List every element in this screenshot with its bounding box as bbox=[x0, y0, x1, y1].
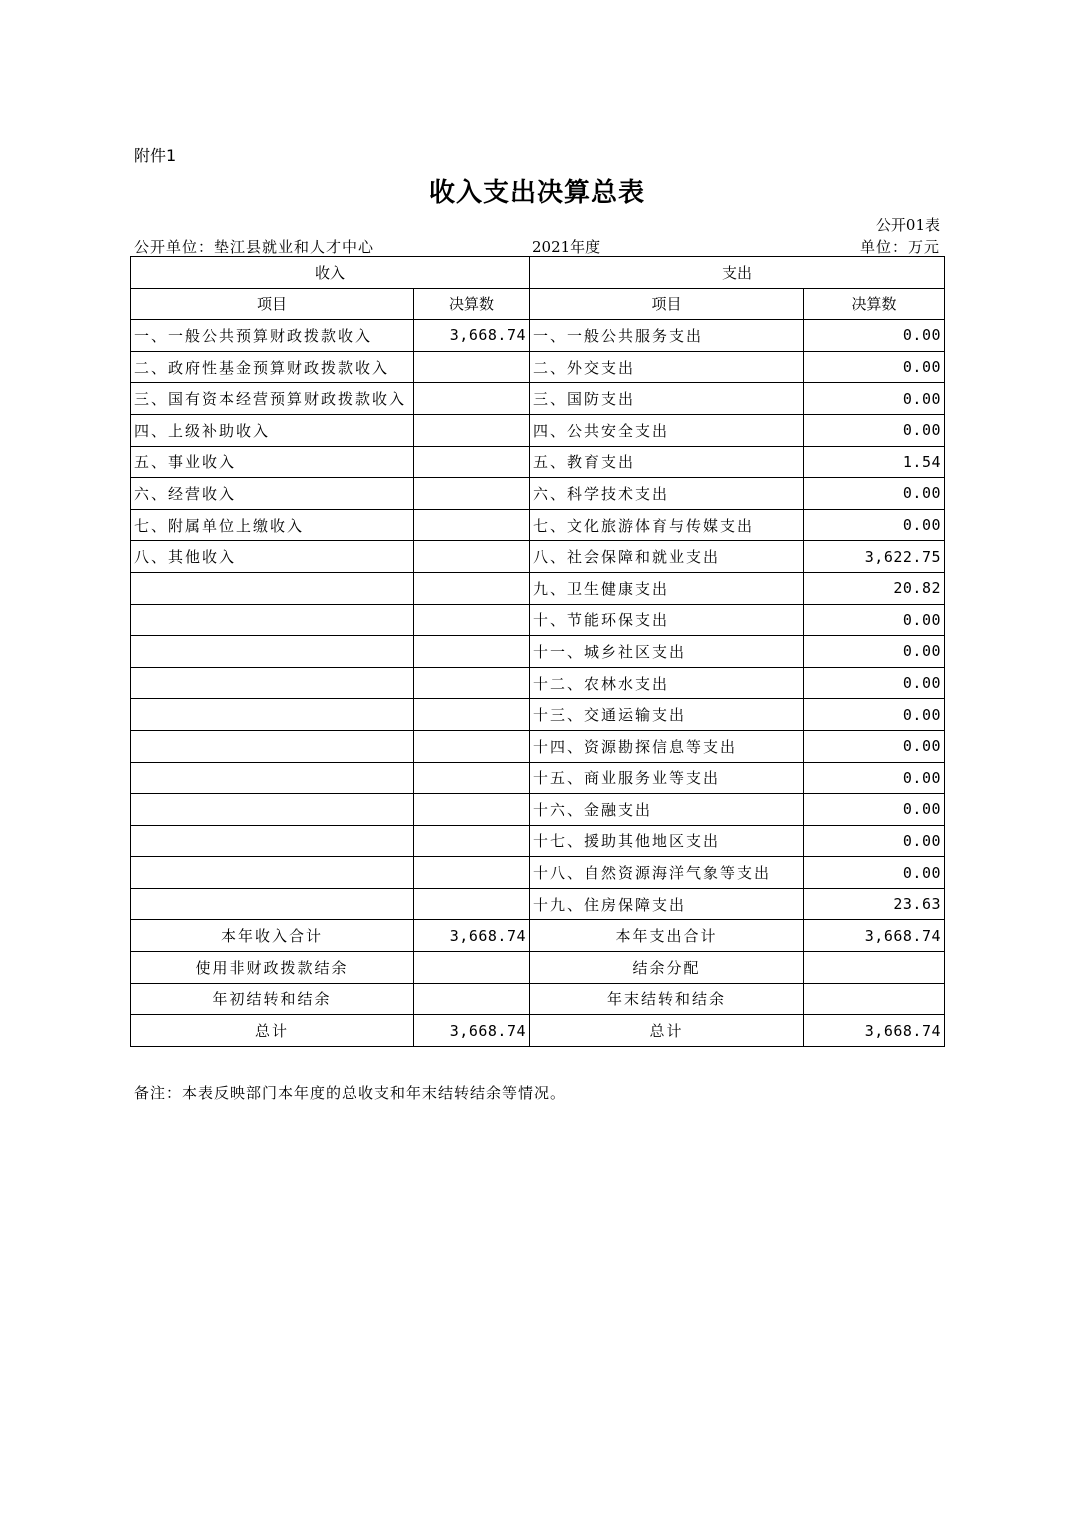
expense-item-cell: 十八、自然资源海洋气象等支出 bbox=[530, 857, 804, 889]
income-section-header: 收入 bbox=[131, 257, 530, 289]
table-row bbox=[131, 351, 945, 383]
expense-item-cell: 十九、住房保障支出 bbox=[530, 888, 804, 920]
income-value-cell bbox=[414, 825, 530, 857]
income-value-cell bbox=[414, 857, 530, 889]
income-item-cell: 本年收入合计 bbox=[131, 920, 414, 952]
expense-value-cell: 0.00 bbox=[804, 762, 945, 794]
expense-item-cell: 一、一般公共服务支出 bbox=[530, 320, 804, 352]
table-row bbox=[131, 478, 945, 510]
expense-value-cell: 0.00 bbox=[804, 636, 945, 668]
fiscal-year: 2021年度 bbox=[532, 238, 601, 256]
income-item-cell: 二、政府性基金预算财政拨款收入 bbox=[131, 351, 414, 383]
income-value-cell bbox=[414, 888, 530, 920]
income-item-cell: 六、经营收入 bbox=[131, 478, 414, 510]
income-item-cell bbox=[131, 825, 414, 857]
expense-value-cell bbox=[804, 952, 945, 984]
expense-value-cell: 23.63 bbox=[804, 888, 945, 920]
income-item-cell bbox=[131, 730, 414, 762]
expense-item-cell: 四、公共安全支出 bbox=[530, 414, 804, 446]
income-item-cell: 年初结转和结余 bbox=[131, 983, 414, 1015]
expense-item-cell: 十四、资源勘探信息等支出 bbox=[530, 730, 804, 762]
income-value-cell bbox=[414, 541, 530, 573]
expense-item-cell: 结余分配 bbox=[530, 952, 804, 984]
income-item-cell bbox=[131, 857, 414, 889]
expense-item-cell: 十一、城乡社区支出 bbox=[530, 636, 804, 668]
income-item-header: 项目 bbox=[131, 288, 414, 320]
form-code: 公开01表 bbox=[875, 216, 940, 234]
expense-value-cell: 0.00 bbox=[804, 730, 945, 762]
table-row bbox=[131, 636, 945, 668]
income-item-cell: 七、附属单位上缴收入 bbox=[131, 509, 414, 541]
table-row bbox=[131, 383, 945, 415]
expense-item-cell: 年末结转和结余 bbox=[530, 983, 804, 1015]
expense-value-cell: 0.00 bbox=[804, 509, 945, 541]
income-value-cell bbox=[414, 636, 530, 668]
income-amount-header: 决算数 bbox=[414, 288, 530, 320]
expense-value-cell: 0.00 bbox=[804, 825, 945, 857]
income-value-cell bbox=[414, 383, 530, 415]
table-row bbox=[131, 604, 945, 636]
expense-item-cell: 十五、商业服务业等支出 bbox=[530, 762, 804, 794]
table-row bbox=[131, 952, 945, 984]
income-value-cell: 3,668.74 bbox=[414, 1015, 530, 1047]
reporting-unit: 公开单位：垫江县就业和人才中心 bbox=[134, 238, 375, 256]
expense-item-cell: 十二、农林水支出 bbox=[530, 667, 804, 699]
income-item-cell bbox=[131, 636, 414, 668]
table-row bbox=[131, 446, 945, 478]
income-item-cell: 一、一般公共预算财政拨款收入 bbox=[131, 320, 414, 352]
income-item-cell bbox=[131, 667, 414, 699]
table-row bbox=[131, 983, 945, 1015]
table-row bbox=[131, 920, 945, 952]
income-value-cell bbox=[414, 730, 530, 762]
expense-item-cell: 二、外交支出 bbox=[530, 351, 804, 383]
table-row bbox=[131, 509, 945, 541]
income-item-cell bbox=[131, 604, 414, 636]
expense-item-cell: 十七、援助其他地区支出 bbox=[530, 825, 804, 857]
expense-value-cell bbox=[804, 983, 945, 1015]
expense-value-cell: 0.00 bbox=[804, 794, 945, 826]
income-item-cell bbox=[131, 762, 414, 794]
income-value-cell: 3,668.74 bbox=[414, 920, 530, 952]
expense-value-cell: 0.00 bbox=[804, 351, 945, 383]
summary-rows bbox=[131, 920, 945, 1046]
attachment-label: 附件1 bbox=[134, 146, 177, 165]
table-row bbox=[131, 414, 945, 446]
income-item-cell: 总计 bbox=[131, 1015, 414, 1047]
expense-value-cell: 0.00 bbox=[804, 383, 945, 415]
expense-item-cell: 十六、金融支出 bbox=[530, 794, 804, 826]
expense-value-cell: 0.00 bbox=[804, 414, 945, 446]
income-value-cell bbox=[414, 794, 530, 826]
expense-item-cell: 七、文化旅游体育与传媒支出 bbox=[530, 509, 804, 541]
detail-rows bbox=[131, 320, 945, 920]
income-value-cell bbox=[414, 762, 530, 794]
income-item-cell: 三、国有资本经营预算财政拨款收入 bbox=[131, 383, 414, 415]
income-item-cell bbox=[131, 699, 414, 731]
expense-item-cell: 总计 bbox=[530, 1015, 804, 1047]
income-value-cell bbox=[414, 667, 530, 699]
income-item-cell bbox=[131, 572, 414, 604]
table-row bbox=[131, 730, 945, 762]
expense-value-cell: 1.54 bbox=[804, 446, 945, 478]
expense-item-cell: 六、科学技术支出 bbox=[530, 478, 804, 510]
expense-section-header: 支出 bbox=[530, 257, 945, 289]
expense-item-cell: 三、国防支出 bbox=[530, 383, 804, 415]
income-value-cell bbox=[414, 414, 530, 446]
income-value-cell bbox=[414, 509, 530, 541]
income-value-cell bbox=[414, 478, 530, 510]
expense-item-header: 项目 bbox=[530, 288, 804, 320]
expense-item-cell: 五、教育支出 bbox=[530, 446, 804, 478]
table-row bbox=[131, 762, 945, 794]
table-row bbox=[131, 825, 945, 857]
expense-value-cell: 3,622.75 bbox=[804, 541, 945, 573]
table-row bbox=[131, 320, 945, 352]
income-value-cell bbox=[414, 351, 530, 383]
table-row bbox=[131, 541, 945, 573]
expense-item-cell: 十、节能环保支出 bbox=[530, 604, 804, 636]
income-item-cell bbox=[131, 888, 414, 920]
expense-item-cell: 九、卫生健康支出 bbox=[530, 572, 804, 604]
expense-value-cell: 0.00 bbox=[804, 667, 945, 699]
expense-item-cell: 本年支出合计 bbox=[530, 920, 804, 952]
table-row bbox=[131, 794, 945, 826]
page-title: 收入支出决算总表 bbox=[428, 178, 645, 208]
table-row bbox=[131, 857, 945, 889]
income-value-cell bbox=[414, 699, 530, 731]
table-row bbox=[131, 888, 945, 920]
expense-value-cell: 0.00 bbox=[804, 478, 945, 510]
table-row bbox=[131, 667, 945, 699]
table-row bbox=[131, 699, 945, 731]
income-item-cell: 使用非财政拨款结余 bbox=[131, 952, 414, 984]
income-value-cell bbox=[414, 446, 530, 478]
income-item-cell bbox=[131, 794, 414, 826]
money-unit: 单位：万元 bbox=[859, 238, 940, 256]
expense-value-cell: 20.82 bbox=[804, 572, 945, 604]
table-section-header bbox=[131, 257, 945, 289]
expense-item-cell: 八、社会保障和就业支出 bbox=[530, 541, 804, 573]
income-value-cell: 3,668.74 bbox=[414, 320, 530, 352]
income-item-cell: 五、事业收入 bbox=[131, 446, 414, 478]
income-expense-table bbox=[130, 256, 945, 1047]
expense-value-cell: 0.00 bbox=[804, 857, 945, 889]
income-value-cell bbox=[414, 983, 530, 1015]
table-column-header bbox=[131, 288, 945, 320]
expense-amount-header: 决算数 bbox=[804, 288, 945, 320]
income-value-cell bbox=[414, 952, 530, 984]
income-value-cell bbox=[414, 572, 530, 604]
expense-item-cell: 十三、交通运输支出 bbox=[530, 699, 804, 731]
table-row bbox=[131, 572, 945, 604]
income-value-cell bbox=[414, 604, 530, 636]
table-note: 备注：本表反映部门本年度的总收支和年末结转结余等情况。 bbox=[134, 1084, 567, 1102]
expense-value-cell: 3,668.74 bbox=[804, 920, 945, 952]
income-item-cell: 八、其他收入 bbox=[131, 541, 414, 573]
income-item-cell: 四、上级补助收入 bbox=[131, 414, 414, 446]
expense-value-cell: 0.00 bbox=[804, 320, 945, 352]
expense-value-cell: 0.00 bbox=[804, 604, 945, 636]
expense-value-cell: 0.00 bbox=[804, 699, 945, 731]
expense-value-cell: 3,668.74 bbox=[804, 1015, 945, 1047]
table-row bbox=[131, 1015, 945, 1047]
